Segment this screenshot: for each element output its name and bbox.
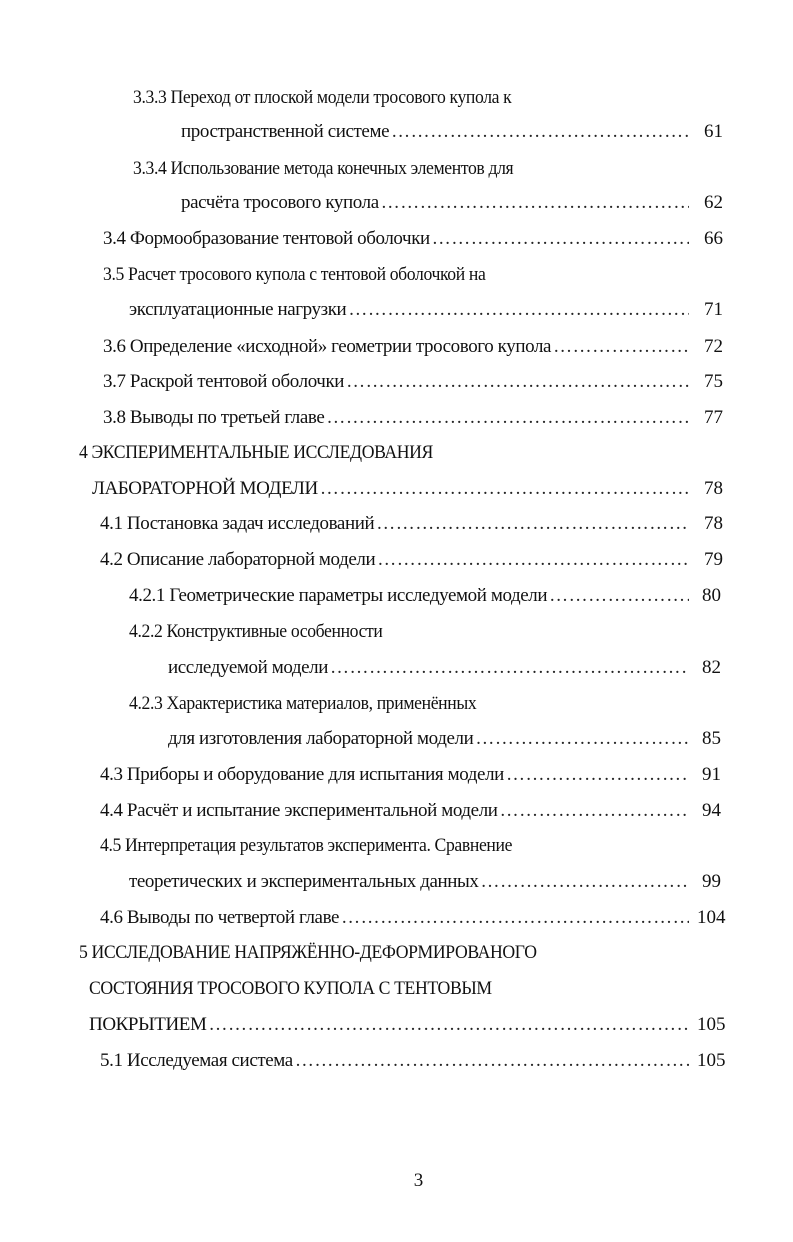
leader-dots: [348, 298, 689, 322]
leader-dots: [346, 370, 689, 394]
toc-entry-title: 5 ИССЛЕДОВАНИЕ НАПРЯЖЁННО-ДЕФОРМИРОВАНОГО: [79, 942, 537, 963]
toc-page-number: 71: [704, 299, 723, 320]
toc-entry-title: 3.4 Формообразование тентовой оболочки: [103, 228, 430, 249]
toc-page-number: 94: [702, 800, 721, 821]
toc-entry: [168, 727, 689, 751]
leader-dots: [320, 477, 689, 501]
leader-dots: [208, 1013, 689, 1037]
toc-entry: [89, 1013, 689, 1037]
leader-dots: [376, 512, 689, 536]
toc-entry: [100, 763, 689, 787]
toc-entry-title: эксплуатационные нагрузки: [129, 299, 347, 320]
toc-entry: [100, 906, 689, 930]
toc-page-number: 79: [704, 549, 723, 570]
toc-entry-title: ПОКРЫТИЕМ: [89, 1014, 207, 1035]
toc-entry: [92, 477, 689, 501]
toc-entry-title: 4.2.3 Характеристика материалов, применённых: [129, 693, 477, 714]
leader-dots: [341, 906, 689, 930]
toc-entry-title: 4 ЭКСПЕРИМЕНТАЛЬНЫЕ ИССЛЕДОВАНИЯ: [79, 442, 433, 463]
toc-entry-title: 4.3 Приборы и оборудование для испытания модели: [100, 764, 504, 785]
toc-page-number: 85: [702, 728, 721, 749]
leader-dots: [377, 548, 689, 572]
toc-page-number: 82: [702, 657, 721, 678]
page-number: 3: [413, 1170, 424, 1191]
toc-page-number: 105: [697, 1014, 726, 1035]
toc-page-number: 66: [704, 228, 723, 249]
toc-entry-title: 4.4 Расчёт и испытание экспериментальной модели: [100, 800, 498, 821]
leader-dots: [432, 227, 689, 251]
toc-entry-title: 3.5 Расчет тросового купола с тентовой оболочкой на: [103, 264, 486, 285]
toc-entry-title: 3.6 Определение «исходной» геометрии тросового купола: [103, 336, 552, 357]
toc-page-number: 105: [697, 1050, 726, 1071]
toc-entry: [103, 406, 689, 430]
leader-dots: [295, 1049, 689, 1073]
toc-entry: [129, 584, 689, 608]
toc-entry: [103, 370, 689, 394]
toc-entry-title: для изготовления лабораторной модели: [168, 728, 474, 749]
toc-entry: [103, 227, 689, 251]
leader-dots: [330, 656, 689, 680]
toc-page-number: 78: [704, 513, 723, 534]
toc-entry-title: СОСТОЯНИЯ ТРОСОВОГО КУПОЛА С ТЕНТОВЫМ: [89, 978, 492, 999]
toc-entry: [168, 656, 689, 680]
toc-entry: [129, 298, 689, 322]
toc-page-number: 78: [704, 478, 723, 499]
leader-dots: [475, 727, 689, 751]
toc-entry-title: 4.2 Описание лабораторной модели: [100, 549, 376, 570]
toc-entry-title: 4.5 Интерпретация результатов эксперимента. Сравнение: [100, 835, 513, 856]
toc-entry: [103, 335, 689, 359]
toc-entry: [181, 120, 689, 144]
toc-entry-title: 3.3.3 Переход от плоской модели тросового купола к: [133, 87, 512, 108]
toc-entry: [129, 870, 689, 894]
toc-page-number: 104: [697, 907, 726, 928]
toc-entry: [181, 191, 689, 215]
leader-dots: [506, 763, 689, 787]
leader-dots: [381, 191, 689, 215]
leader-dots: [326, 406, 689, 430]
toc-page-number: 61: [704, 121, 723, 142]
toc-entry-title: 4.6 Выводы по четвертой главе: [100, 907, 340, 928]
leader-dots: [549, 584, 689, 608]
toc-entry-title: 4.2.2 Конструктивные особенности: [129, 621, 383, 642]
toc-page-number: 75: [704, 371, 723, 392]
toc-entry: [100, 548, 689, 572]
toc-page-number: 91: [702, 764, 721, 785]
toc-page-number: 72: [704, 336, 723, 357]
toc-entry-title: пространственной системе: [181, 121, 390, 142]
toc-entry: [100, 1049, 689, 1073]
toc-entry: [100, 512, 689, 536]
leader-dots: [500, 799, 689, 823]
toc-entry-title: 3.3.4 Использование метода конечных элементов для: [133, 158, 514, 179]
toc-page-number: 77: [704, 407, 723, 428]
toc-entry-title: 4.2.1 Геометрические параметры исследуемой модели: [129, 585, 548, 606]
toc-entry-title: исследуемой модели: [168, 657, 329, 678]
toc-page-number: 62: [704, 192, 723, 213]
toc-entry: [100, 799, 689, 823]
toc-entry-title: 3.8 Выводы по третьей главе: [103, 407, 325, 428]
toc-entry-title: 5.1 Исследуемая система: [100, 1050, 293, 1071]
toc-entry-title: расчёта тросового купола: [181, 192, 379, 213]
toc-entry-title: 4.1 Постановка задач исследований: [100, 513, 375, 534]
toc-entry-title: ЛАБОРАТОРНОЙ МОДЕЛИ: [92, 478, 318, 499]
toc-entry-title: 3.7 Раскрой тентовой оболочки: [103, 371, 345, 392]
leader-dots: [481, 870, 689, 894]
toc-page-number: 80: [702, 585, 721, 606]
leader-dots: [553, 335, 689, 359]
toc-entry-title: теоретических и экспериментальных данных: [129, 871, 479, 892]
toc-page-number: 99: [702, 871, 721, 892]
leader-dots: [391, 120, 689, 144]
